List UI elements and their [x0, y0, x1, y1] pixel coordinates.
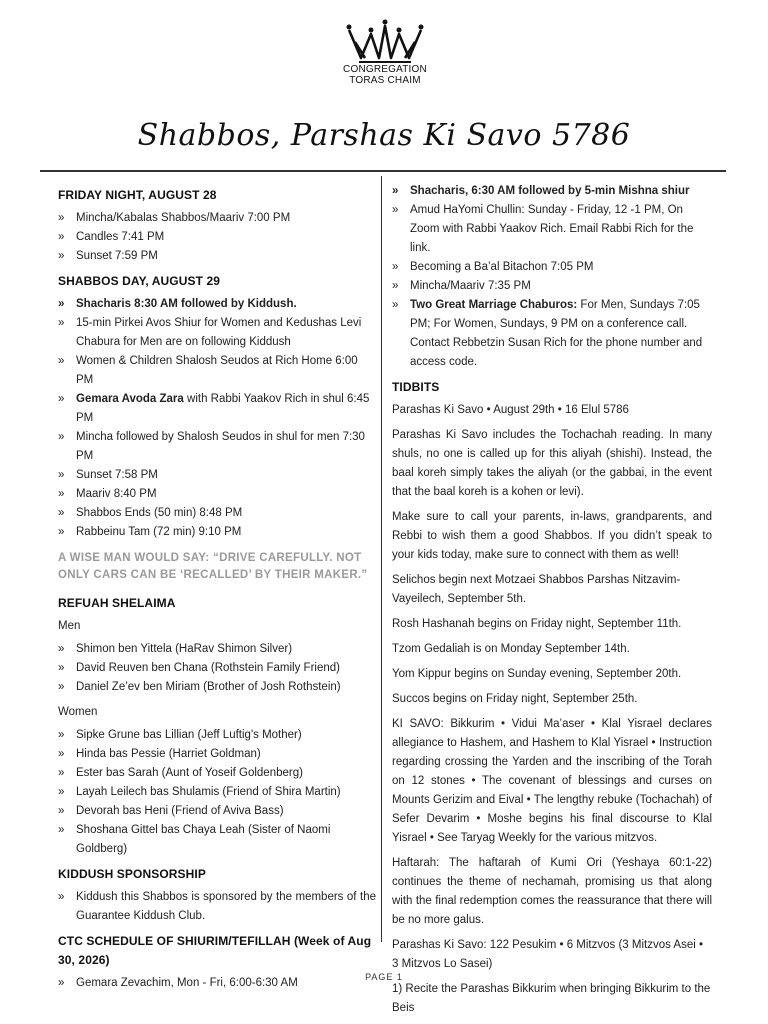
- list-item: » Sunset 7:58 PM: [58, 466, 376, 485]
- left-column: [58, 182, 376, 999]
- list-item: [58, 390, 376, 428]
- list-item: » Hinda bas Pessie (Harriet Goldman): [58, 745, 376, 764]
- list-item: » Becoming a Ba’al Bitachon 7:05 PM: [392, 258, 712, 277]
- crown-icon: [343, 18, 427, 64]
- tidbit: Parashas Ki Savo • August 29th • 16 Elul 5786: [392, 404, 629, 416]
- kiddush-list: [58, 888, 376, 926]
- right-column: [392, 182, 712, 1024]
- list-item: » Shacharis, 6:30 AM followed by 5-min Mishna shiur: [392, 182, 712, 201]
- tidbit: Yom Kippur begins on Sunday evening, September 20th.: [392, 668, 682, 680]
- tidbit: Selichos begin next Motzaei Shabbos Parshas Nitzavim-Vayeilech, September 5th.: [392, 574, 681, 605]
- page-number: PAGE 1: [365, 972, 403, 982]
- list-item: » Mincha/Maariv 7:35 PM: [392, 277, 712, 296]
- list-item: » David Reuven ben Chana (Rothstein Family Friend): [58, 659, 376, 678]
- page-title: Shabbos, Parshas Ki Savo 5786: [137, 118, 631, 153]
- list-item: » Shabbos Ends (50 min) 8:48 PM: [58, 504, 376, 523]
- tidbit: Tzom Gedaliah is on Monday September 14th.: [392, 643, 630, 655]
- shabbos-heading: SHABBOS DAY, AUGUST 29: [58, 274, 221, 288]
- men-list: [58, 640, 376, 697]
- men-label: Men: [58, 620, 81, 632]
- list-item: » 15-min Pirkei Avos Shiur for Women and Kedushas Levi Chabura for Men are on following Kiddush: [58, 314, 376, 352]
- list-item: » Women & Children Shalosh Seudos at Rich Home 6:00 PM: [58, 352, 376, 390]
- list-item: » Sunset 7:59 PM: [58, 247, 376, 266]
- list-item: » Layah Leilech bas Shulamis (Friend of Shira Martin): [58, 783, 376, 802]
- tidbit: Haftarah: The haftarah of Kumi Ori (Yeshaya 60:1-22) continues the theme of nechamah, promising us that along with the final redemption comes the reassurance that there will be no more galus.: [392, 857, 712, 926]
- list-item: » Sipke Grune bas Lillian (Jeff Luftig's Mother): [58, 726, 376, 745]
- list-item: » Kiddush this Shabbos is sponsored by the members of the Guarantee Kiddush Club.: [58, 888, 376, 926]
- refuah-heading: REFUAH SHELAIMA: [58, 596, 176, 610]
- list-item: » Shimon ben Yittela (HaRav Shimon Silver): [58, 640, 376, 659]
- chaburos-label: Two Great Marriage Chaburos:: [410, 299, 578, 311]
- chaburos-detail: For Men, Sundays 7:05 PM; For Women, Sundays, 9 PM on a conference call. Contact Rebbetzin Susan Rich for the phone number and access code.: [410, 299, 703, 368]
- column-divider: [381, 176, 382, 942]
- list-item: » Devorah bas Heni (Friend of Aviva Bass): [58, 802, 376, 821]
- tidbit: KI SAVO: Bikkurim • Vidui Ma’aser • Klal Yisrael declares allegiance to Hashem, and Hashem to Klal Yisrael • Instruction regarding crossing the Yarden and the inscribing of the Torah on 12 stones • The covenant of blessings and curses on Mounts Gerizim and Eival • The lengthy rebuke (Tochachah) of Sefer Devarim • Moshe begins his final discourse to Klal Yisrael • See Taryag Weekly for the various mitzvos.: [392, 718, 712, 844]
- list-item: » Mincha followed by Shalosh Seudos in shul for men 7:30 PM: [58, 428, 376, 466]
- list-item: » Mincha/Kabalas Shabbos/Maariv 7:00 PM: [58, 209, 376, 228]
- gemara-detail: with Rabbi Yaakov Rich in shul 6:45 PM: [76, 393, 370, 424]
- list-item: » Shacharis 8:30 AM followed by Kiddush.: [58, 295, 376, 314]
- list-item: » Candles 7:41 PM: [58, 228, 376, 247]
- list-item: [392, 296, 712, 372]
- tidbit: Make sure to call your parents, in-laws, grandparents, and Rebbi to wish them a good Shabbos. If you didn’t speak to your kids today, make sure to connect with them as well!: [392, 511, 712, 561]
- gemara-label: Gemara Avoda Zara: [76, 393, 184, 405]
- tidbits-heading: TIDBITS: [392, 380, 440, 394]
- tidbit: Rosh Hashanah begins on Friday night, September 11th.: [392, 618, 682, 630]
- header-divider: [40, 170, 726, 172]
- org-name-line1: CONGREGATION: [343, 64, 427, 75]
- org-name-line2: TORAS CHAIM: [349, 75, 421, 86]
- tidbit: 1) Recite the Parashas Bikkurim when bringing Bikkurim to the Beis: [392, 983, 711, 1014]
- list-item: » Gemara Zevachim, Mon - Fri, 6:00-6:30 AM: [58, 974, 376, 993]
- women-label: Women: [58, 706, 98, 718]
- list-item: » Amud HaYomi Chullin: Sunday - Friday, 12 -1 PM, On Zoom with Rabbi Yaakov Rich. Email Rabbi Rich for the link.: [392, 201, 712, 258]
- quote: A WISE MAN WOULD SAY: “DRIVE CAREFULLY. NOT ONLY CARS CAN BE ‘RECALLED’ BY THEIR MAKER.”: [58, 552, 368, 581]
- tidbit: Parashas Ki Savo includes the Tochachah reading. In many shuls, no one is called up for this aliyah (shishi). Instead, the baal koreh simply takes the aliyah (or the gabbai, in the event that the baal koreh is a kohen or levi).: [392, 429, 712, 498]
- list-item: » Rabbeinu Tam (72 min) 9:10 PM: [58, 523, 376, 542]
- kiddush-heading: KIDDUSH SPONSORSHIP: [58, 867, 206, 881]
- list-item: » Ester bas Sarah (Aunt of Yoseif Goldenberg): [58, 764, 376, 783]
- list-item: » Shoshana Gittel bas Chaya Leah (Sister of Naomi Goldberg): [58, 821, 376, 859]
- friday-list: [58, 209, 376, 266]
- tidbit: Succos begins on Friday night, September 25th.: [392, 693, 638, 705]
- ctc-list-continued: [392, 182, 712, 372]
- ctc-heading: CTC SCHEDULE OF SHIURIM/TEFILLAH (Week of Aug 30, 2026): [58, 934, 372, 967]
- friday-heading: FRIDAY NIGHT, AUGUST 28: [58, 188, 217, 202]
- list-item: » Maariv 8:40 PM: [58, 485, 376, 504]
- list-item: » Daniel Ze’ev ben Miriam (Brother of Josh Rothstein): [58, 678, 376, 697]
- logo: [330, 18, 440, 86]
- women-list: [58, 726, 376, 859]
- tidbit: Parashas Ki Savo: 122 Pesukim • 6 Mitzvos (3 Mitzvos Asei • 3 Mitzvos Lo Sasei): [392, 939, 704, 970]
- shabbos-list: [58, 295, 376, 542]
